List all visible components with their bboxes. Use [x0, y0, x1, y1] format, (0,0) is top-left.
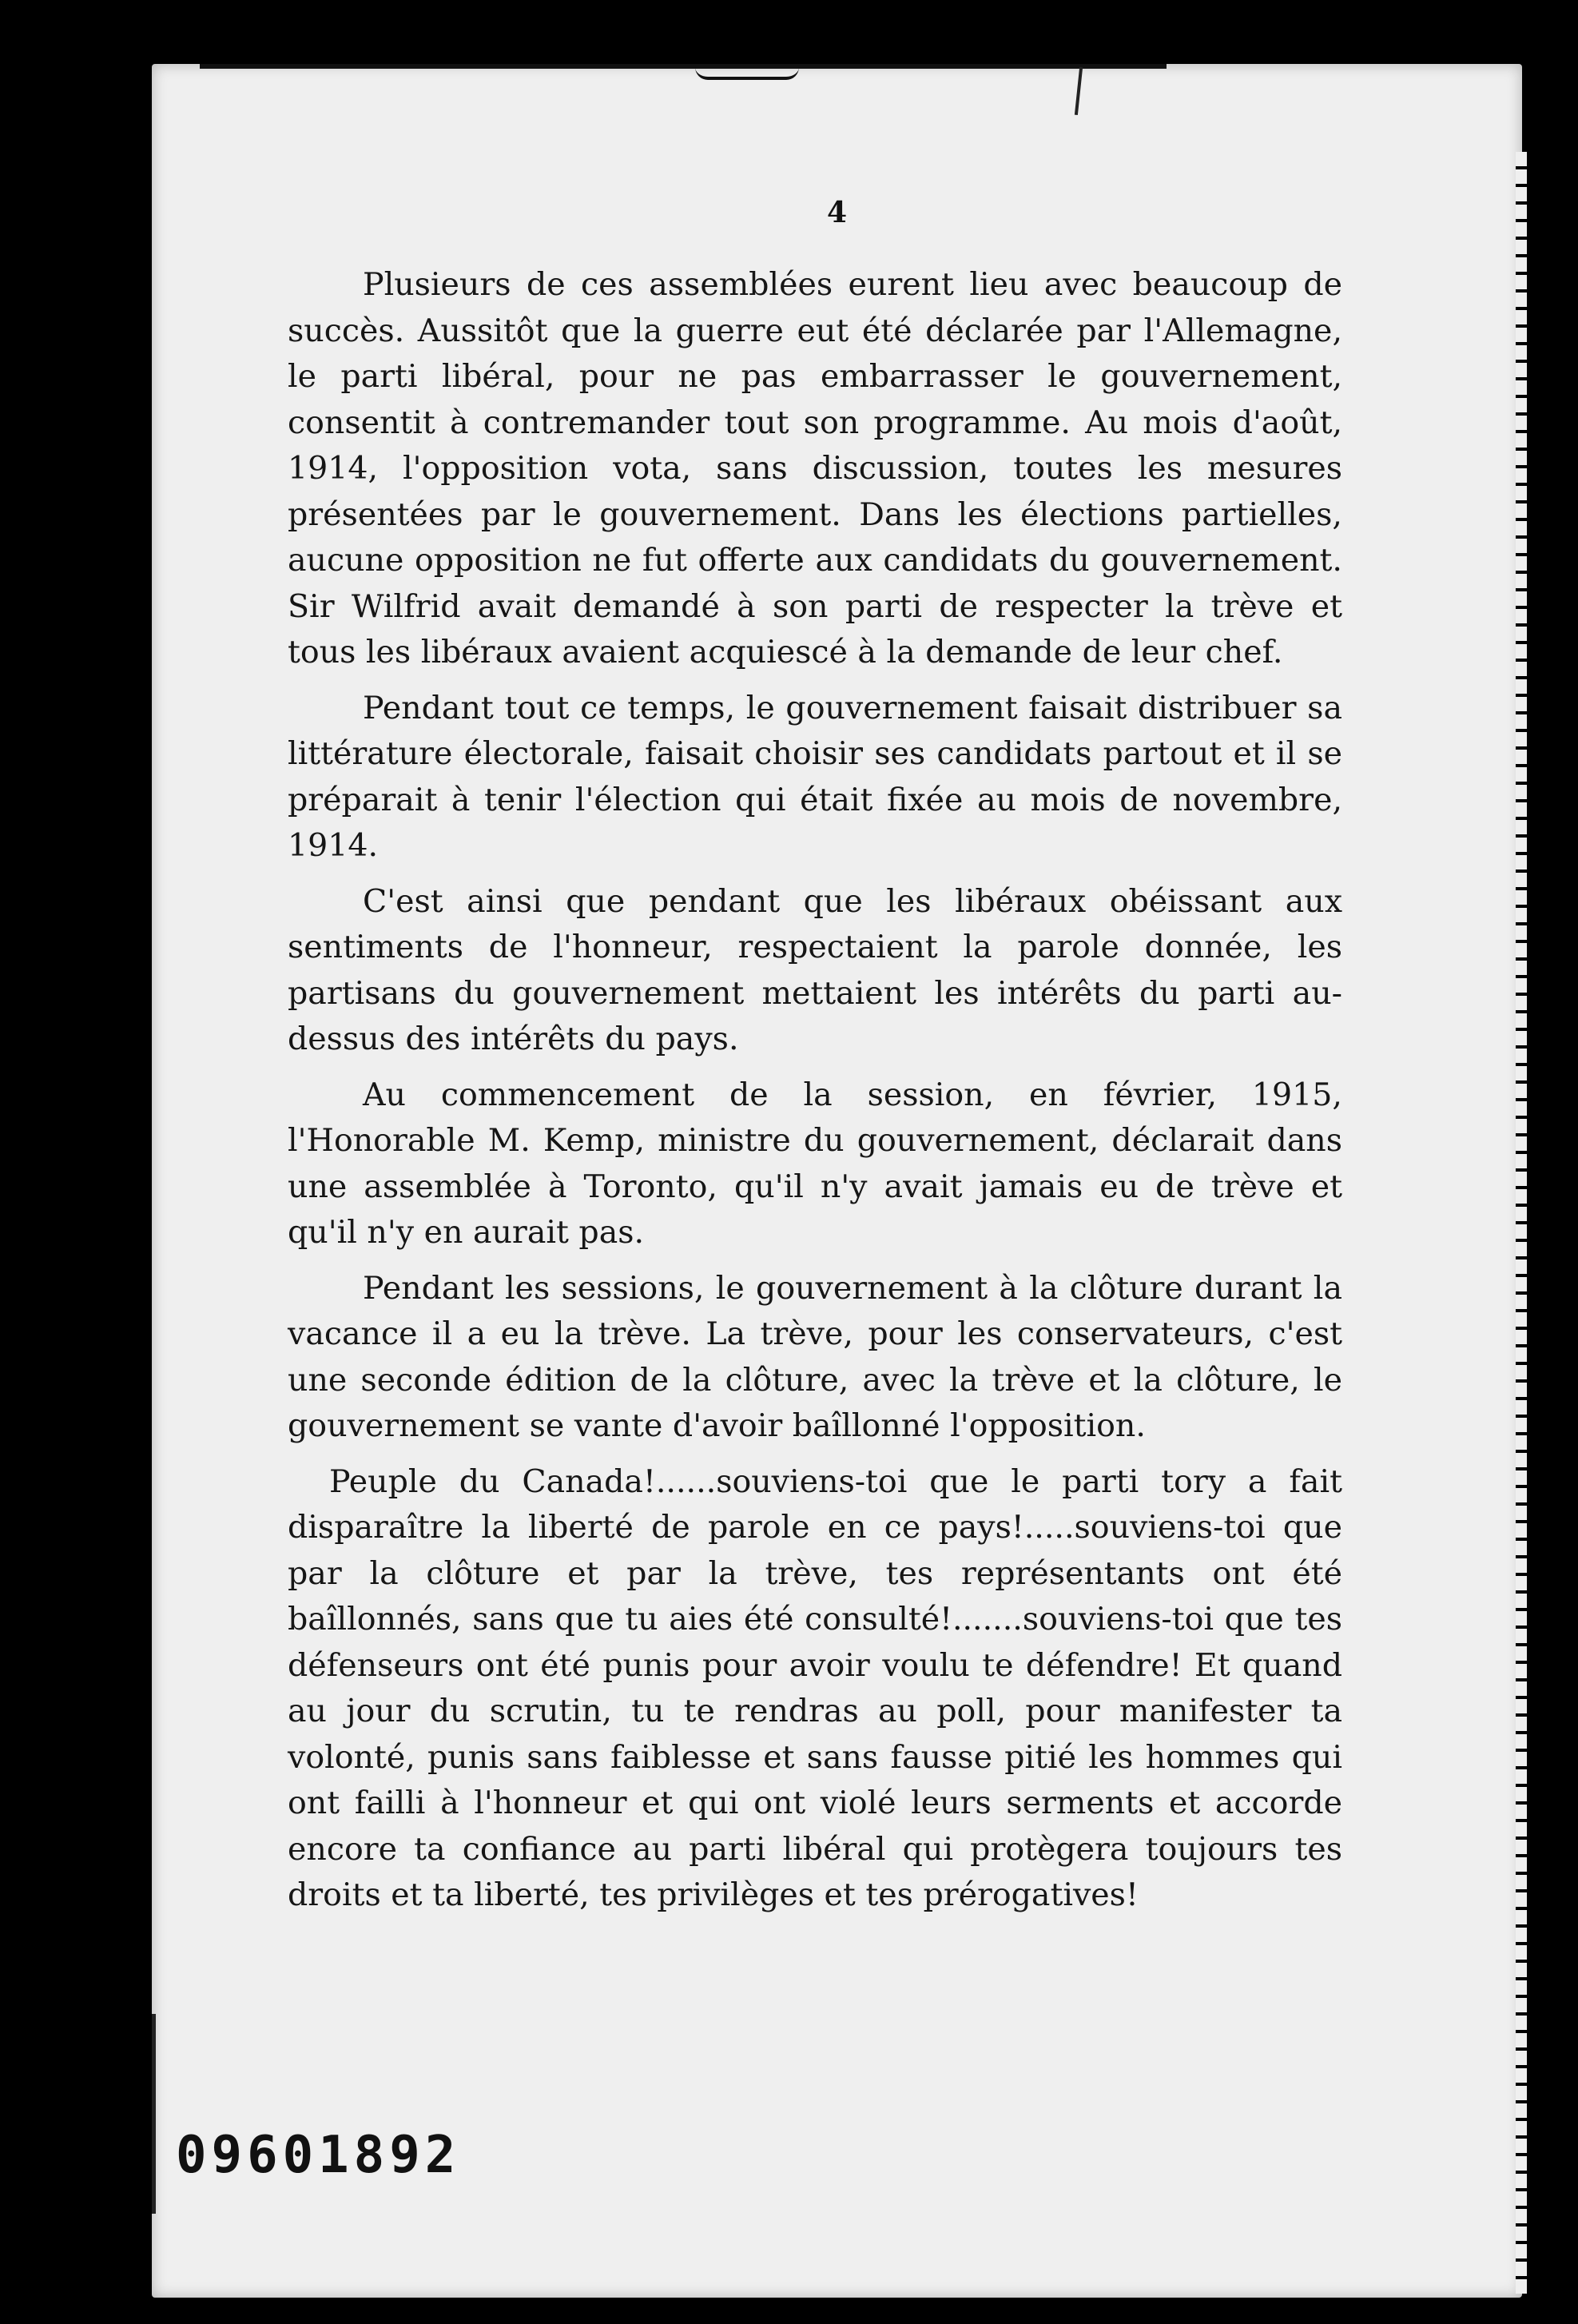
body-text — [288, 262, 1342, 1928]
page-number: 4 — [826, 196, 848, 229]
ragged-edge — [1516, 152, 1527, 2294]
top-tick-mark — [1075, 67, 1083, 115]
paper-sheet — [152, 64, 1522, 2298]
left-margin-mark — [152, 2014, 156, 2214]
paragraph-2: Pendant tout ce temps, le gouvernement faisait distribuer sa littérature électorale, faisait choisir ses candidats partout et il se préparait à tenir l'élection qui était fixée au mois de novembre, 1914. — [288, 689, 1342, 864]
paragraph-4: Au commencement de la session, en février, 1915, l'Honorable M. Kemp, ministre du gouvernement, déclarait dans une assemblée à Toronto, qu'il n'y avait jamais eu de trève et qu'il n'y en aurait pas. — [288, 1076, 1342, 1251]
paragraph-5: Pendant les sessions, le gouvernement à la clôture durant la vacance il a eu la trève. La trève, pour les conservateurs, c'est une seconde édition de la clôture, avec la trève et la clôture, le gouvernement se vante d'avoir baîllonné l'opposition. — [288, 1269, 1342, 1444]
paragraph-3: C'est ainsi que pendant que les libéraux obéissant aux sentiments de l'honneur, respectaient la parole donnée, les partisans du gouvernement mettaient les intérêts du parti au-dessus des intérêts du pays. — [288, 882, 1342, 1057]
paragraph-6: Peuple du Canada!......souviens-toi que le parti tory a fait disparaître la liberté de parole en ce pays!.....souviens-toi que par la clôture et par la trève, tes représentants ont été baîllonnés, sans que tu aies été consulté!.......souviens-toi que tes défenseurs ont été punis pour avoir voulu te défendre! Et quand au jour du scrutin, tu te rendras au poll, pour manifester ta volonté, punis sans faiblesse et sans fausse pitié les hommes qui ont failli à l'honneur et qui ont violé leurs serments et accorde encore ta confiance au parti libéral qui protègera toujours tes droits et ta liberté, tes privilèges et tes prérogatives! — [288, 1462, 1342, 1913]
paragraph-1: Plusieurs de ces assemblées eurent lieu avec beaucoup de succès. Aussitôt que la guerre eut été déclarée par l'Allemagne, le parti libéral, pour ne pas embarrasser le gouvernement, consentit à contremander tout son programme. Au mois d'août, 1914, l'opposition vota, sans discussion, toutes les mesures présentées par le gouvernement. Dans les élections partielles, aucune opposition ne fut offerte aux candidats du gouvernement. Sir Wilfrid avait demandé à son parti de respecter la trève et tous les libéraux avaient acquiescé à la demande de leur chef. — [288, 266, 1342, 671]
top-rule-notch — [695, 67, 799, 80]
top-rule — [200, 64, 1167, 69]
control-number: 09601892 — [176, 2126, 461, 2185]
